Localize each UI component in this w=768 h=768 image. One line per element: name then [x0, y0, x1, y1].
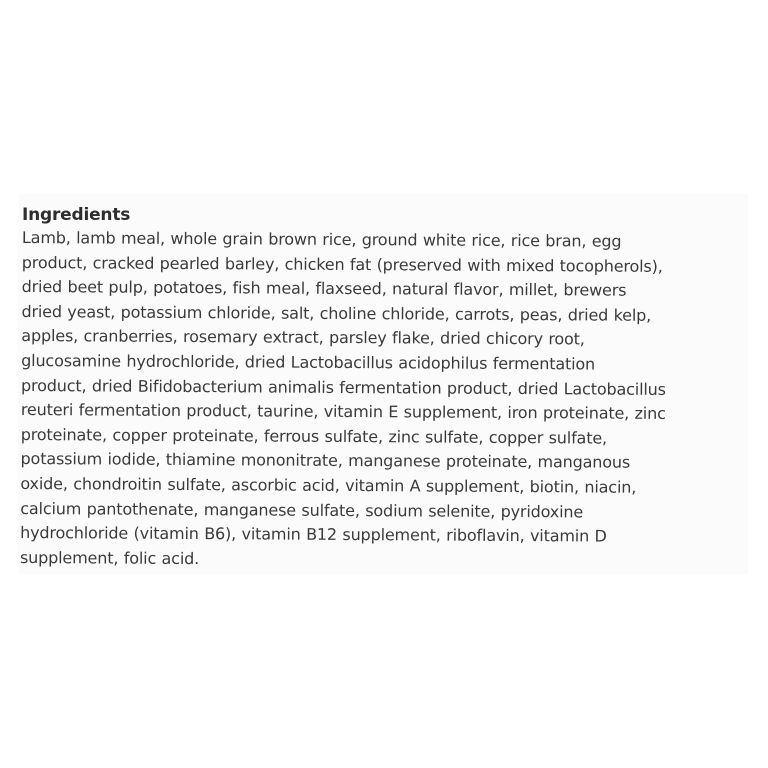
ingredients-line: glucosamine hydrochloride, dried Lactobacillus acidophilus fermentation [21, 350, 596, 374]
ingredients-line: proteinate, copper proteinate, ferrous sulfate, zinc sulfate, copper sulfate, [20, 424, 608, 448]
ingredients-line: product, cracked pearled barley, chicken fat (preserved with mixed tocopherols), [21, 252, 663, 276]
ingredients-list [20, 226, 738, 574]
ingredients-line: potassium iodide, thiamine mononitrate, manganese proteinate, manganous [20, 449, 631, 473]
ingredients-line: reuteri fermentation product, taurine, vitamin E supplement, iron proteinate, zinc [20, 400, 666, 424]
ingredients-line: apples, cranberries, rosemary extract, parsley flake, dried chicory root, [21, 326, 585, 349]
ingredients-label [18, 194, 748, 574]
ingredients-line: oxide, chondroitin sulfate, ascorbic acid, vitamin A supplement, biotin, niacin, [20, 473, 637, 497]
ingredients-line: supplement, folic acid. [19, 547, 200, 568]
ingredients-line: hydrochloride (vitamin B6), vitamin B12 supplement, riboflavin, vitamin D [20, 523, 607, 546]
ingredients-line: dried yeast, potassium chloride, salt, choline chloride, carrots, peas, dried kelp, [21, 301, 652, 325]
ingredients-line: dried beet pulp, potatoes, fish meal, flaxseed, natural flavor, millet, brewers [21, 277, 627, 300]
ingredients-line: product, dried Bifidobacterium animalis fermentation product, dried Lactobacillus [20, 375, 666, 399]
ingredients-line: calcium pantothenate, manganese sulfate, sodium selenite, pyridoxine [20, 498, 584, 521]
ingredients-heading: Ingredients [22, 205, 131, 225]
ingredients-line: Lamb, lamb meal, whole grain brown rice, ground white rice, rice bran, egg [21, 227, 622, 251]
